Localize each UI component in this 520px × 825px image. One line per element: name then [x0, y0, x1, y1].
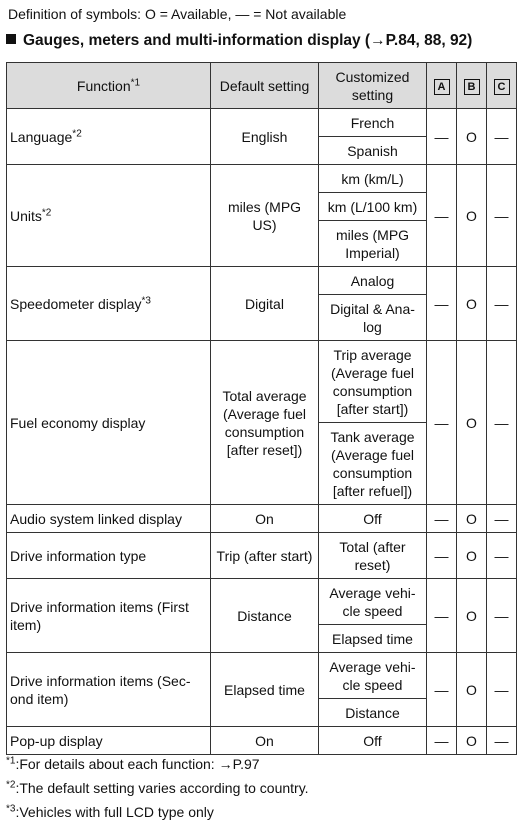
- customized-setting-cell: Analog: [319, 267, 427, 295]
- table-header-row: [7, 63, 517, 109]
- availability-a-cell: —: [427, 533, 457, 579]
- availability-b-cell: O: [457, 267, 487, 341]
- customized-setting-cell: Spanish: [319, 137, 427, 165]
- function-cell: Pop-up display: [7, 727, 211, 755]
- section-heading: [6, 32, 472, 50]
- function-cell: Drive information type: [7, 533, 211, 579]
- availability-c-cell: —: [487, 653, 517, 727]
- customized-setting-cell: Off: [319, 727, 427, 755]
- header-default-setting: Default setting: [211, 63, 319, 109]
- availability-a-cell: —: [427, 341, 457, 505]
- availability-a-cell: —: [427, 653, 457, 727]
- square-bullet-icon: [6, 34, 16, 44]
- default-setting-cell: Distance: [211, 579, 319, 653]
- table-row: [7, 165, 517, 193]
- customized-setting-cell: Digital & Ana-log: [319, 295, 427, 341]
- availability-b-cell: O: [457, 165, 487, 267]
- table-row: [7, 727, 517, 755]
- customized-setting-cell: Tank average (Average fuel consumption [after refuel]): [319, 423, 427, 505]
- table-row: [7, 653, 517, 699]
- table-row: [7, 505, 517, 533]
- header-function: Function$^{*1}$: [7, 63, 211, 109]
- availability-c-cell: —: [487, 267, 517, 341]
- function-cell: Speedometer display$^{*3}$: [7, 267, 211, 341]
- availability-b-cell: O: [457, 579, 487, 653]
- customized-setting-cell: Elapsed time: [319, 625, 427, 653]
- availability-b-cell: O: [457, 505, 487, 533]
- table-row: [7, 579, 517, 625]
- availability-a-cell: —: [427, 109, 457, 165]
- header-customized-setting: Customized setting: [319, 63, 427, 109]
- default-setting-cell: Trip (after start): [211, 533, 319, 579]
- header-col-b: B: [457, 63, 487, 109]
- availability-c-cell: —: [487, 109, 517, 165]
- table-row: [7, 267, 517, 295]
- availability-c-cell: —: [487, 579, 517, 653]
- footnote-3: $^{*3}$:Vehicles with full LCD type only: [6, 803, 214, 820]
- availability-c-cell: —: [487, 505, 517, 533]
- default-setting-cell: On: [211, 727, 319, 755]
- function-cell: Fuel economy display: [7, 341, 211, 505]
- default-setting-cell: English: [211, 109, 319, 165]
- default-setting-cell: Total average (Average fuel consumption [after reset]): [211, 341, 319, 505]
- header-col-c: C: [487, 63, 517, 109]
- availability-c-cell: —: [487, 165, 517, 267]
- function-cell: Language$^{*2}$: [7, 109, 211, 165]
- customized-setting-cell: km (km/L): [319, 165, 427, 193]
- customized-setting-cell: Off: [319, 505, 427, 533]
- customized-setting-cell: miles (MPG Imperial): [319, 221, 427, 267]
- customized-setting-cell: Average vehi-cle speed: [319, 579, 427, 625]
- availability-a-cell: —: [427, 165, 457, 267]
- availability-b-cell: O: [457, 533, 487, 579]
- footnote-2: $^{*2}$:The default setting varies according to country.: [6, 779, 309, 796]
- table-row: [7, 341, 517, 423]
- footnote-1: $^{*1}$:For details about each function: →P.97: [6, 755, 260, 772]
- customized-setting-cell: Distance: [319, 699, 427, 727]
- availability-b-cell: O: [457, 109, 487, 165]
- availability-b-cell: O: [457, 727, 487, 755]
- availability-b-cell: O: [457, 653, 487, 727]
- customized-setting-cell: Total (after reset): [319, 533, 427, 579]
- function-cell: Audio system linked display: [7, 505, 211, 533]
- section-heading-text: Gauges, meters and multi-information display (→P.84, 88, 92): [23, 32, 473, 49]
- function-cell: Drive information items (Sec-ond item): [7, 653, 211, 727]
- default-setting-cell: miles (MPG US): [211, 165, 319, 267]
- availability-c-cell: —: [487, 341, 517, 505]
- footnotes: [6, 752, 309, 824]
- availability-c-cell: —: [487, 533, 517, 579]
- availability-c-cell: —: [487, 727, 517, 755]
- availability-a-cell: —: [427, 727, 457, 755]
- customized-setting-cell: Average vehi-cle speed: [319, 653, 427, 699]
- availability-a-cell: —: [427, 579, 457, 653]
- customized-setting-cell: km (L/100 km): [319, 193, 427, 221]
- customized-setting-cell: Trip average (Average fuel consumption [after start]): [319, 341, 427, 423]
- default-setting-cell: Elapsed time: [211, 653, 319, 727]
- settings-table: [6, 62, 517, 755]
- default-setting-cell: Digital: [211, 267, 319, 341]
- function-cell: Units$^{*2}$: [7, 165, 211, 267]
- default-setting-cell: On: [211, 505, 319, 533]
- function-cell: Drive information items (First item): [7, 579, 211, 653]
- table-row: [7, 109, 517, 137]
- availability-a-cell: —: [427, 267, 457, 341]
- table-row: [7, 533, 517, 579]
- symbol-definition: Definition of symbols: O = Available, — = Not available: [8, 6, 347, 22]
- availability-a-cell: —: [427, 505, 457, 533]
- header-col-a: A: [427, 63, 457, 109]
- availability-b-cell: O: [457, 341, 487, 505]
- customized-setting-cell: French: [319, 109, 427, 137]
